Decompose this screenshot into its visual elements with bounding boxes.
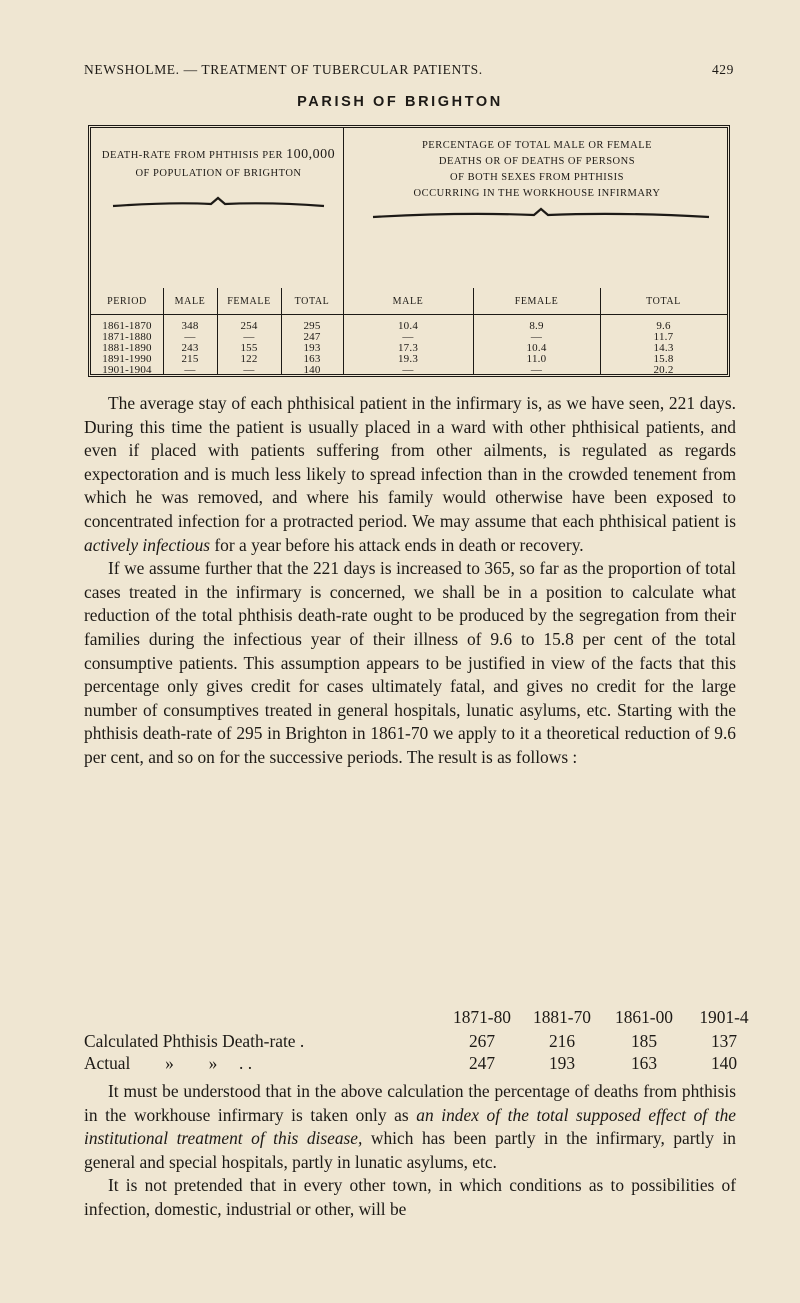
table-period-cell: 1881-1890	[102, 342, 152, 354]
running-head	[84, 62, 734, 78]
calc-value: 185	[630, 1031, 658, 1051]
calc-row-label: Calculated Phthisis Death-rate .	[84, 1031, 305, 1051]
table-period-cell: 1861-1870	[102, 320, 152, 332]
table-cell: 10.4	[526, 342, 547, 354]
left-heading-number: 100,000	[286, 147, 336, 162]
table-cell: 15.8	[653, 353, 674, 365]
col-male: MALE	[174, 296, 206, 307]
table-cell: 247	[303, 331, 321, 343]
table-cell: —	[184, 331, 196, 343]
page-number: 429	[711, 62, 734, 77]
left-brace	[111, 196, 326, 210]
right-table-heading	[346, 138, 728, 202]
calc-value: 247	[468, 1053, 496, 1073]
calc-value: 267	[468, 1031, 496, 1051]
table-cell: —	[402, 331, 414, 343]
calc-value: 137	[710, 1031, 738, 1051]
paragraph	[84, 1080, 736, 1174]
calc-value: 193	[548, 1053, 576, 1073]
statistics-table	[88, 125, 730, 377]
table-cell: —	[530, 364, 543, 376]
table-cell: 17.3	[397, 342, 419, 354]
paragraph-text: which has been partly in the infirmary, partly in general and special hospitals, partly in lunatic asylums, etc.	[84, 1128, 736, 1172]
calc-row-calculated	[84, 1031, 736, 1053]
table-cell: 122	[240, 353, 258, 365]
table-cell: 163	[303, 353, 321, 365]
paragraph-text: It must be understood that in the above calculation the percentage of deaths from phthisis in the workhouse infirmary is taken only as	[84, 1081, 736, 1125]
right-heading-line2: DEATHS OR OF DEATHS OF PERSONS	[438, 156, 636, 167]
left-heading-text: DEATH-RATE FROM PHTHISIS PER	[101, 150, 287, 161]
table-period-cell: 1891-1990	[102, 353, 152, 365]
running-title: NEWSHOLME. — TREATMENT OF TUBERCULAR PATIENTS.	[84, 62, 483, 77]
right-heading-line1: PERCENTAGE OF TOTAL MALE OR FEMALE	[421, 140, 653, 151]
right-heading-line3: OF BOTH SEXES FROM PHTHISIS	[450, 172, 624, 183]
right-heading-line4: OCCURRING IN THE WORKHOUSE INFIRMARY	[413, 188, 661, 199]
table-cell: 10.4	[397, 320, 419, 332]
calc-value: 216	[548, 1031, 576, 1051]
col-pct-female: FEMALE	[514, 296, 559, 307]
italic-phrase: actively infectious	[84, 534, 211, 555]
paragraph-text: The average stay of each phthisical patient in the infirmary is, as we have seen, 221 days. During this time the patient is usually placed in a ward with other phthisical patients, and even if placed with patients suffering from other ailments, is regulated as regards expectoration and is much less likely to spread infection than in the crowded tenement from which he was removed, and where his family would otherwise have been exposed to concentrated infection for a protracted period. We may assume that each phthisical patient is	[84, 393, 736, 531]
table-cell: 348	[181, 320, 199, 332]
col-period: PERIOD	[107, 296, 147, 307]
calc-header: 1871-80	[453, 1007, 511, 1027]
table-cell: 243	[181, 342, 199, 354]
table-cell: 295	[303, 320, 321, 332]
paragraph: If we assume further that the 221 days is increased to 365, so far as the proportion of total cases treated in the infirmary is concerned, we shall be in a position to calculate what reduction of the total phthisis death-rate ought to be produced by the segregation from their families during the infectious year of their illness of 9.6 to 15.8 per cent of the total consumptive patients. This assumption appears to be justified in view of the facts that this percentage only gives credit for cases ultimately fatal, and gives no credit for the large number of consumptives treated in general hospitals, lunatic asylums, etc. Starting with the phthisis death-rate of 295 in Brighton in 1861-70 we apply to it a theoretical reduction of 9.6 per cent, and so on for the successive periods. The result is as follows :	[84, 558, 736, 767]
table-period-cell: 1871-1880	[102, 331, 152, 343]
table-cell: 11.0	[526, 353, 547, 365]
calc-row-label: Actual » » . .	[84, 1053, 253, 1073]
table-cell: 254	[240, 320, 258, 332]
table-cell: —	[184, 364, 196, 376]
paragraph-text: for a year before his attack ends in death or recovery.	[214, 534, 584, 555]
col-female: FEMALE	[227, 296, 271, 307]
paragraph	[84, 392, 736, 557]
italic-phrase: an index of the total supposed effect of the institutional treatment of this disease,	[84, 1104, 736, 1149]
body-text-continued	[84, 1080, 736, 1222]
calc-value: 163	[630, 1053, 658, 1073]
table-cell: 20.2	[653, 364, 674, 376]
table-cell: 9.6	[656, 320, 671, 332]
calc-value: 140	[710, 1053, 738, 1073]
table-cell: —	[402, 364, 414, 376]
table-cell: 11.7	[653, 331, 674, 343]
col-pct-total: TOTAL	[646, 296, 681, 307]
left-heading-line2: OF POPULATION OF BRIGHTON	[135, 168, 302, 179]
table-cell: 215	[181, 353, 199, 365]
calc-header-row	[84, 1007, 749, 1029]
table-cell: 14.3	[653, 342, 674, 354]
section-title: PARISH OF BRIGHTON	[297, 94, 503, 110]
table-cell: 193	[303, 342, 321, 354]
table-cell: 155	[240, 342, 258, 354]
paragraph: It is not pretended that in every other town, in which conditions as to possibilities of infection, domestic, industrial or other, will be	[84, 1175, 736, 1219]
table-cell: 8.9	[529, 320, 544, 332]
table-cell: 140	[303, 364, 321, 376]
table-cell: 19.3	[397, 353, 419, 365]
right-brace	[371, 207, 711, 221]
table-cell: —	[243, 364, 255, 376]
calc-header: 1881-70	[533, 1007, 591, 1027]
body-text	[84, 392, 736, 770]
calc-header: 1901-4	[699, 1007, 749, 1027]
col-total: TOTAL	[294, 296, 330, 307]
left-table-heading	[91, 146, 346, 183]
calc-header: 1861-00	[615, 1007, 673, 1027]
table-cell: —	[243, 331, 255, 343]
col-pct-male: MALE	[392, 296, 424, 307]
calc-row-actual	[84, 1053, 736, 1075]
table-period-cell: 1901-1904	[102, 364, 152, 376]
table-cell: —	[530, 331, 543, 343]
